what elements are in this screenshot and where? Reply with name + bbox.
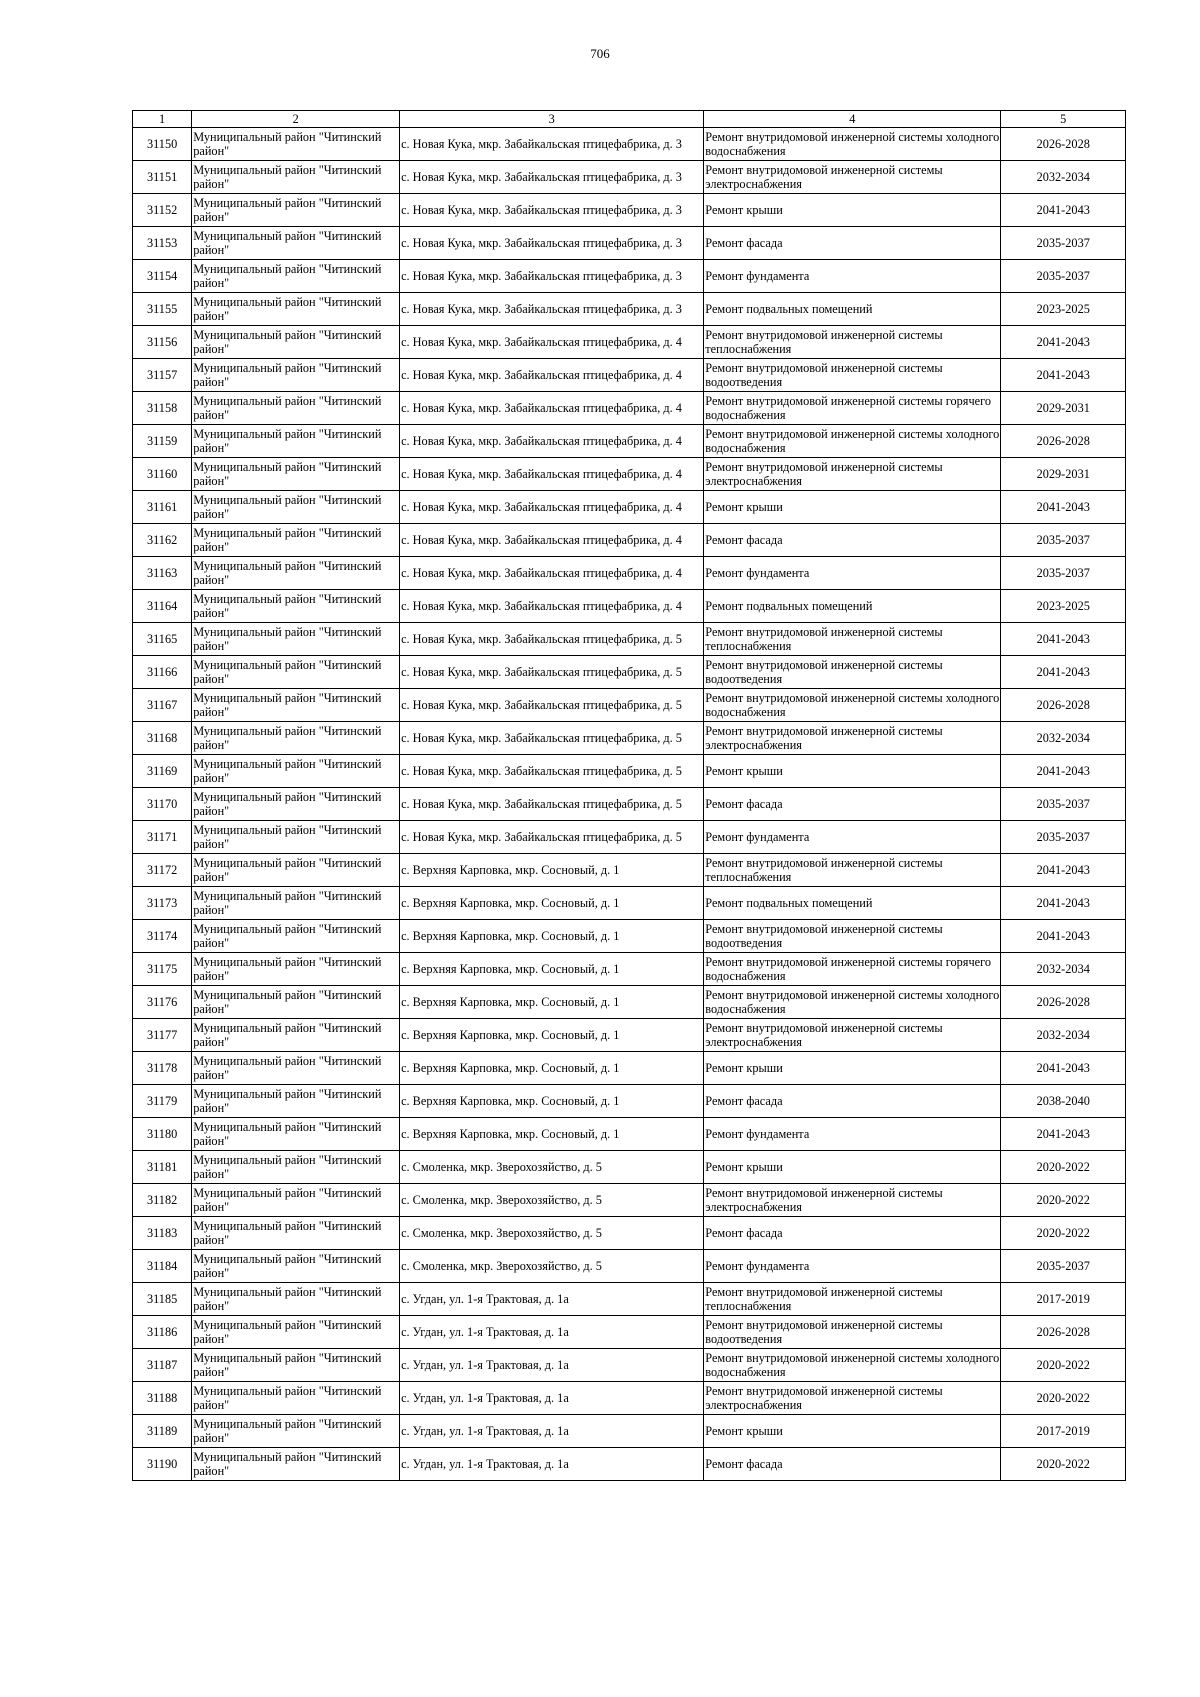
district-cell: Муниципальный район "Читинский район" — [192, 293, 400, 326]
row-number-cell: 31173 — [133, 887, 192, 920]
table-row — [133, 821, 1126, 854]
table-row — [133, 227, 1126, 260]
table-row — [133, 260, 1126, 293]
district-cell: Муниципальный район "Читинский район" — [192, 623, 400, 656]
work-type-cell: Ремонт внутридомовой инженерной системы водоотведения — [704, 656, 1001, 689]
district-cell: Муниципальный район "Читинский район" — [192, 1085, 400, 1118]
period-cell: 2032-2034 — [1001, 161, 1126, 194]
address-cell: с. Угдан, ул. 1-я Трактовая, д. 1а — [400, 1349, 704, 1382]
district-cell: Муниципальный район "Читинский район" — [192, 590, 400, 623]
table-body — [133, 111, 1126, 1481]
table-row — [133, 1382, 1126, 1415]
district-cell: Муниципальный район "Читинский район" — [192, 359, 400, 392]
row-number-cell: 31168 — [133, 722, 192, 755]
address-cell: с. Верхняя Карповка, мкр. Сосновый, д. 1 — [400, 1052, 704, 1085]
district-cell: Муниципальный район "Читинский район" — [192, 227, 400, 260]
work-type-cell: Ремонт фасада — [704, 1085, 1001, 1118]
address-cell: с. Новая Кука, мкр. Забайкальская птицефабрика, д. 4 — [400, 326, 704, 359]
district-cell: Муниципальный район "Читинский район" — [192, 689, 400, 722]
work-type-cell: Ремонт внутридомовой инженерной системы электроснабжения — [704, 161, 1001, 194]
work-type-cell: Ремонт крыши — [704, 1151, 1001, 1184]
work-type-cell: Ремонт фундамента — [704, 260, 1001, 293]
table-row — [133, 1283, 1126, 1316]
column-header: 2 — [192, 111, 400, 128]
table-row — [133, 1448, 1126, 1481]
district-cell: Муниципальный район "Читинский район" — [192, 194, 400, 227]
row-number-cell: 31171 — [133, 821, 192, 854]
work-type-cell: Ремонт внутридомовой инженерной системы горячего водоснабжения — [704, 953, 1001, 986]
work-type-cell: Ремонт внутридомовой инженерной системы теплоснабжения — [704, 623, 1001, 656]
row-number-cell: 31181 — [133, 1151, 192, 1184]
period-cell: 2041-2043 — [1001, 491, 1126, 524]
period-cell: 2029-2031 — [1001, 392, 1126, 425]
address-cell: с. Смоленка, мкр. Зверохозяйство, д. 5 — [400, 1217, 704, 1250]
page-number: 706 — [590, 46, 610, 61]
work-type-cell: Ремонт внутридомовой инженерной системы электроснабжения — [704, 722, 1001, 755]
table-row — [133, 524, 1126, 557]
table-row — [133, 194, 1126, 227]
address-cell: с. Верхняя Карповка, мкр. Сосновый, д. 1 — [400, 1085, 704, 1118]
work-type-cell: Ремонт внутридомовой инженерной системы водоотведения — [704, 1316, 1001, 1349]
table-row — [133, 161, 1126, 194]
district-cell: Муниципальный район "Читинский район" — [192, 1316, 400, 1349]
row-number-cell: 31177 — [133, 1019, 192, 1052]
work-type-cell: Ремонт крыши — [704, 1052, 1001, 1085]
table-row — [133, 1217, 1126, 1250]
address-cell: с. Смоленка, мкр. Зверохозяйство, д. 5 — [400, 1151, 704, 1184]
table-header-row — [133, 111, 1126, 128]
row-number-cell: 31182 — [133, 1184, 192, 1217]
district-cell: Муниципальный район "Читинский район" — [192, 953, 400, 986]
table-row — [133, 953, 1126, 986]
row-number-cell: 31160 — [133, 458, 192, 491]
address-cell: с. Новая Кука, мкр. Забайкальская птицефабрика, д. 4 — [400, 392, 704, 425]
work-type-cell: Ремонт фундамента — [704, 557, 1001, 590]
district-cell: Муниципальный район "Читинский район" — [192, 854, 400, 887]
table-row — [133, 986, 1126, 1019]
table-row — [133, 590, 1126, 623]
work-type-cell: Ремонт фундамента — [704, 821, 1001, 854]
period-cell: 2026-2028 — [1001, 128, 1126, 161]
row-number-cell: 31180 — [133, 1118, 192, 1151]
address-cell: с. Верхняя Карповка, мкр. Сосновый, д. 1 — [400, 953, 704, 986]
work-type-cell: Ремонт крыши — [704, 194, 1001, 227]
address-cell: с. Верхняя Карповка, мкр. Сосновый, д. 1 — [400, 986, 704, 1019]
district-cell: Муниципальный район "Читинский район" — [192, 1019, 400, 1052]
row-number-cell: 31189 — [133, 1415, 192, 1448]
work-type-cell: Ремонт подвальных помещений — [704, 590, 1001, 623]
period-cell: 2032-2034 — [1001, 1019, 1126, 1052]
address-cell: с. Новая Кука, мкр. Забайкальская птицефабрика, д. 4 — [400, 557, 704, 590]
address-cell: с. Угдан, ул. 1-я Трактовая, д. 1а — [400, 1415, 704, 1448]
district-cell: Муниципальный район "Читинский район" — [192, 1118, 400, 1151]
table-row — [133, 1151, 1126, 1184]
work-type-cell: Ремонт крыши — [704, 1415, 1001, 1448]
district-cell: Муниципальный район "Читинский район" — [192, 1151, 400, 1184]
period-cell: 2017-2019 — [1001, 1415, 1126, 1448]
table-row — [133, 128, 1126, 161]
district-cell: Муниципальный район "Читинский район" — [192, 392, 400, 425]
table-row — [133, 557, 1126, 590]
work-type-cell: Ремонт внутридомовой инженерной системы теплоснабжения — [704, 854, 1001, 887]
table-row — [133, 689, 1126, 722]
address-cell: с. Угдан, ул. 1-я Трактовая, д. 1а — [400, 1283, 704, 1316]
address-cell: с. Угдан, ул. 1-я Трактовая, д. 1а — [400, 1382, 704, 1415]
district-cell: Муниципальный район "Читинский район" — [192, 920, 400, 953]
table-row — [133, 854, 1126, 887]
district-cell: Муниципальный район "Читинский район" — [192, 887, 400, 920]
work-type-cell: Ремонт фундамента — [704, 1250, 1001, 1283]
row-number-cell: 31161 — [133, 491, 192, 524]
table-row — [133, 656, 1126, 689]
work-type-cell: Ремонт внутридомовой инженерной системы электроснабжения — [704, 1184, 1001, 1217]
work-type-cell: Ремонт фундамента — [704, 1118, 1001, 1151]
period-cell: 2041-2043 — [1001, 326, 1126, 359]
district-cell: Муниципальный район "Читинский район" — [192, 524, 400, 557]
district-cell: Муниципальный район "Читинский район" — [192, 1250, 400, 1283]
row-number-cell: 31156 — [133, 326, 192, 359]
period-cell: 2023-2025 — [1001, 293, 1126, 326]
row-number-cell: 31152 — [133, 194, 192, 227]
work-type-cell: Ремонт внутридомовой инженерной системы электроснабжения — [704, 1382, 1001, 1415]
work-type-cell: Ремонт внутридомовой инженерной системы холодного водоснабжения — [704, 425, 1001, 458]
period-cell: 2035-2037 — [1001, 524, 1126, 557]
work-type-cell: Ремонт внутридомовой инженерной системы теплоснабжения — [704, 1283, 1001, 1316]
address-cell: с. Верхняя Карповка, мкр. Сосновый, д. 1 — [400, 1118, 704, 1151]
period-cell: 2041-2043 — [1001, 1052, 1126, 1085]
row-number-cell: 31165 — [133, 623, 192, 656]
work-type-cell: Ремонт внутридомовой инженерной системы водоотведения — [704, 920, 1001, 953]
table-row — [133, 359, 1126, 392]
period-cell: 2020-2022 — [1001, 1217, 1126, 1250]
row-number-cell: 31153 — [133, 227, 192, 260]
address-cell: с. Верхняя Карповка, мкр. Сосновый, д. 1 — [400, 854, 704, 887]
period-cell: 2041-2043 — [1001, 920, 1126, 953]
period-cell: 2041-2043 — [1001, 623, 1126, 656]
row-number-cell: 31178 — [133, 1052, 192, 1085]
address-cell: с. Новая Кука, мкр. Забайкальская птицефабрика, д. 3 — [400, 227, 704, 260]
period-cell: 2017-2019 — [1001, 1283, 1126, 1316]
row-number-cell: 31159 — [133, 425, 192, 458]
table-row — [133, 755, 1126, 788]
address-cell: с. Смоленка, мкр. Зверохозяйство, д. 5 — [400, 1250, 704, 1283]
row-number-cell: 31163 — [133, 557, 192, 590]
period-cell: 2026-2028 — [1001, 986, 1126, 1019]
address-cell: с. Верхняя Карповка, мкр. Сосновый, д. 1 — [400, 920, 704, 953]
column-header: 3 — [400, 111, 704, 128]
address-cell: с. Верхняя Карповка, мкр. Сосновый, д. 1 — [400, 1019, 704, 1052]
period-cell: 2020-2022 — [1001, 1448, 1126, 1481]
table-row — [133, 1415, 1126, 1448]
work-type-cell: Ремонт фасада — [704, 1448, 1001, 1481]
row-number-cell: 31188 — [133, 1382, 192, 1415]
row-number-cell: 31172 — [133, 854, 192, 887]
table-row — [133, 1019, 1126, 1052]
address-cell: с. Новая Кука, мкр. Забайкальская птицефабрика, д. 4 — [400, 590, 704, 623]
district-cell: Муниципальный район "Читинский район" — [192, 1415, 400, 1448]
row-number-cell: 31176 — [133, 986, 192, 1019]
district-cell: Муниципальный район "Читинский район" — [192, 755, 400, 788]
row-number-cell: 31157 — [133, 359, 192, 392]
row-number-cell: 31175 — [133, 953, 192, 986]
district-cell: Муниципальный район "Читинский район" — [192, 458, 400, 491]
period-cell: 2020-2022 — [1001, 1184, 1126, 1217]
row-number-cell: 31166 — [133, 656, 192, 689]
district-cell: Муниципальный район "Читинский район" — [192, 1184, 400, 1217]
table-row — [133, 887, 1126, 920]
address-cell: с. Новая Кука, мкр. Забайкальская птицефабрика, д. 3 — [400, 293, 704, 326]
repair-schedule-table — [132, 110, 1126, 1481]
table-row — [133, 1118, 1126, 1151]
period-cell: 2020-2022 — [1001, 1349, 1126, 1382]
district-cell: Муниципальный район "Читинский район" — [192, 1349, 400, 1382]
work-type-cell: Ремонт внутридомовой инженерной системы холодного водоснабжения — [704, 1349, 1001, 1382]
period-cell: 2032-2034 — [1001, 953, 1126, 986]
work-type-cell: Ремонт внутридомовой инженерной системы теплоснабжения — [704, 326, 1001, 359]
table-row — [133, 1085, 1126, 1118]
work-type-cell: Ремонт внутридомовой инженерной системы электроснабжения — [704, 1019, 1001, 1052]
work-type-cell: Ремонт подвальных помещений — [704, 293, 1001, 326]
period-cell: 2026-2028 — [1001, 425, 1126, 458]
district-cell: Муниципальный район "Читинский район" — [192, 1052, 400, 1085]
period-cell: 2026-2028 — [1001, 1316, 1126, 1349]
address-cell: с. Новая Кука, мкр. Забайкальская птицефабрика, д. 4 — [400, 524, 704, 557]
column-header: 4 — [704, 111, 1001, 128]
row-number-cell: 31183 — [133, 1217, 192, 1250]
table-row — [133, 326, 1126, 359]
period-cell: 2020-2022 — [1001, 1151, 1126, 1184]
table-row — [133, 1184, 1126, 1217]
period-cell: 2032-2034 — [1001, 722, 1126, 755]
district-cell: Муниципальный район "Читинский район" — [192, 1283, 400, 1316]
row-number-cell: 31174 — [133, 920, 192, 953]
address-cell: с. Новая Кука, мкр. Забайкальская птицефабрика, д. 4 — [400, 491, 704, 524]
district-cell: Муниципальный район "Читинский район" — [192, 326, 400, 359]
row-number-cell: 31162 — [133, 524, 192, 557]
address-cell: с. Новая Кука, мкр. Забайкальская птицефабрика, д. 4 — [400, 359, 704, 392]
address-cell: с. Новая Кука, мкр. Забайкальская птицефабрика, д. 4 — [400, 425, 704, 458]
work-type-cell: Ремонт внутридомовой инженерной системы электроснабжения — [704, 458, 1001, 491]
row-number-cell: 31184 — [133, 1250, 192, 1283]
district-cell: Муниципальный район "Читинский район" — [192, 821, 400, 854]
period-cell: 2041-2043 — [1001, 656, 1126, 689]
row-number-cell: 31169 — [133, 755, 192, 788]
address-cell: с. Верхняя Карповка, мкр. Сосновый, д. 1 — [400, 887, 704, 920]
district-cell: Муниципальный район "Читинский район" — [192, 260, 400, 293]
period-cell: 2023-2025 — [1001, 590, 1126, 623]
table-row — [133, 722, 1126, 755]
work-type-cell: Ремонт внутридомовой инженерной системы водоотведения — [704, 359, 1001, 392]
row-number-cell: 31170 — [133, 788, 192, 821]
period-cell: 2041-2043 — [1001, 854, 1126, 887]
table-row — [133, 1052, 1126, 1085]
period-cell: 2035-2037 — [1001, 260, 1126, 293]
address-cell: с. Новая Кука, мкр. Забайкальская птицефабрика, д. 5 — [400, 755, 704, 788]
district-cell: Муниципальный район "Читинский район" — [192, 1382, 400, 1415]
address-cell: с. Новая Кука, мкр. Забайкальская птицефабрика, д. 5 — [400, 689, 704, 722]
period-cell: 2035-2037 — [1001, 557, 1126, 590]
address-cell: с. Новая Кука, мкр. Забайкальская птицефабрика, д. 5 — [400, 722, 704, 755]
table-row — [133, 458, 1126, 491]
period-cell: 2029-2031 — [1001, 458, 1126, 491]
district-cell: Муниципальный район "Читинский район" — [192, 425, 400, 458]
address-cell: с. Новая Кука, мкр. Забайкальская птицефабрика, д. 3 — [400, 161, 704, 194]
address-cell: с. Новая Кука, мкр. Забайкальская птицефабрика, д. 4 — [400, 458, 704, 491]
address-cell: с. Смоленка, мкр. Зверохозяйство, д. 5 — [400, 1184, 704, 1217]
row-number-cell: 31179 — [133, 1085, 192, 1118]
row-number-cell: 31158 — [133, 392, 192, 425]
period-cell: 2035-2037 — [1001, 1250, 1126, 1283]
row-number-cell: 31190 — [133, 1448, 192, 1481]
period-cell: 2041-2043 — [1001, 359, 1126, 392]
period-cell: 2020-2022 — [1001, 1382, 1126, 1415]
period-cell: 2041-2043 — [1001, 1118, 1126, 1151]
address-cell: с. Новая Кука, мкр. Забайкальская птицефабрика, д. 3 — [400, 260, 704, 293]
address-cell: с. Новая Кука, мкр. Забайкальская птицефабрика, д. 5 — [400, 788, 704, 821]
table-row — [133, 1349, 1126, 1382]
district-cell: Муниципальный район "Читинский район" — [192, 1217, 400, 1250]
row-number-cell: 31150 — [133, 128, 192, 161]
period-cell: 2035-2037 — [1001, 821, 1126, 854]
address-cell: с. Угдан, ул. 1-я Трактовая, д. 1а — [400, 1316, 704, 1349]
column-header: 5 — [1001, 111, 1126, 128]
table-row — [133, 1250, 1126, 1283]
work-type-cell: Ремонт крыши — [704, 491, 1001, 524]
row-number-cell: 31164 — [133, 590, 192, 623]
address-cell: с. Новая Кука, мкр. Забайкальская птицефабрика, д. 3 — [400, 128, 704, 161]
table-row — [133, 788, 1126, 821]
period-cell: 2026-2028 — [1001, 689, 1126, 722]
address-cell: с. Новая Кука, мкр. Забайкальская птицефабрика, д. 5 — [400, 656, 704, 689]
work-type-cell: Ремонт крыши — [704, 755, 1001, 788]
address-cell: с. Новая Кука, мкр. Забайкальская птицефабрика, д. 3 — [400, 194, 704, 227]
address-cell: с. Новая Кука, мкр. Забайкальская птицефабрика, д. 5 — [400, 821, 704, 854]
table-row — [133, 293, 1126, 326]
address-cell: с. Новая Кука, мкр. Забайкальская птицефабрика, д. 5 — [400, 623, 704, 656]
table-row — [133, 491, 1126, 524]
district-cell: Муниципальный район "Читинский район" — [192, 722, 400, 755]
district-cell: Муниципальный район "Читинский район" — [192, 557, 400, 590]
district-cell: Муниципальный район "Читинский район" — [192, 656, 400, 689]
table-row — [133, 1316, 1126, 1349]
column-header: 1 — [133, 111, 192, 128]
work-type-cell: Ремонт фасада — [704, 788, 1001, 821]
period-cell: 2041-2043 — [1001, 194, 1126, 227]
work-type-cell: Ремонт фасада — [704, 227, 1001, 260]
period-cell: 2035-2037 — [1001, 788, 1126, 821]
work-type-cell: Ремонт фасада — [704, 1217, 1001, 1250]
work-type-cell: Ремонт подвальных помещений — [704, 887, 1001, 920]
table-row — [133, 392, 1126, 425]
district-cell: Муниципальный район "Читинский район" — [192, 128, 400, 161]
row-number-cell: 31155 — [133, 293, 192, 326]
work-type-cell: Ремонт внутридомовой инженерной системы холодного водоснабжения — [704, 986, 1001, 1019]
work-type-cell: Ремонт внутридомовой инженерной системы холодного водоснабжения — [704, 689, 1001, 722]
work-type-cell: Ремонт фасада — [704, 524, 1001, 557]
district-cell: Муниципальный район "Читинский район" — [192, 161, 400, 194]
table-row — [133, 425, 1126, 458]
row-number-cell: 31186 — [133, 1316, 192, 1349]
period-cell: 2035-2037 — [1001, 227, 1126, 260]
row-number-cell: 31151 — [133, 161, 192, 194]
district-cell: Муниципальный район "Читинский район" — [192, 491, 400, 524]
work-type-cell: Ремонт внутридомовой инженерной системы холодного водоснабжения — [704, 128, 1001, 161]
period-cell: 2041-2043 — [1001, 755, 1126, 788]
address-cell: с. Угдан, ул. 1-я Трактовая, д. 1а — [400, 1448, 704, 1481]
row-number-cell: 31187 — [133, 1349, 192, 1382]
table-row — [133, 920, 1126, 953]
row-number-cell: 31154 — [133, 260, 192, 293]
district-cell: Муниципальный район "Читинский район" — [192, 986, 400, 1019]
row-number-cell: 31185 — [133, 1283, 192, 1316]
district-cell: Муниципальный район "Читинский район" — [192, 788, 400, 821]
period-cell: 2041-2043 — [1001, 887, 1126, 920]
row-number-cell: 31167 — [133, 689, 192, 722]
district-cell: Муниципальный район "Читинский район" — [192, 1448, 400, 1481]
table-row — [133, 623, 1126, 656]
work-type-cell: Ремонт внутридомовой инженерной системы горячего водоснабжения — [704, 392, 1001, 425]
period-cell: 2038-2040 — [1001, 1085, 1126, 1118]
